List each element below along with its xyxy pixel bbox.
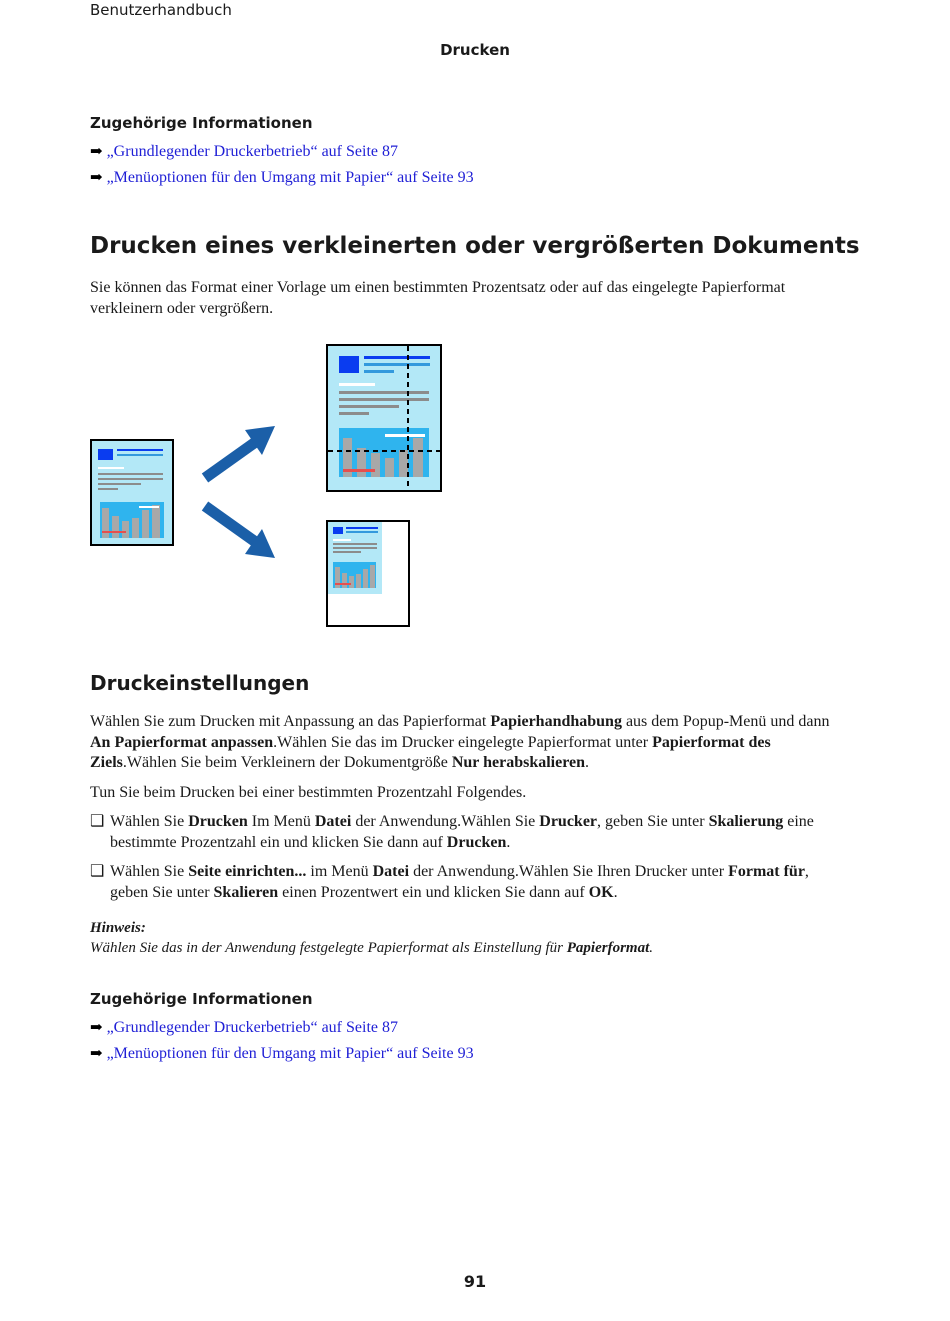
settings-paragraph-2: Tun Sie beim Drucken bei einer bestimmten Prozentzahl Folgendes. — [90, 784, 527, 801]
related-link[interactable] — [90, 1018, 398, 1037]
enlarge-arrow-icon — [205, 426, 275, 478]
related-link[interactable] — [90, 1044, 474, 1063]
enlarged-document-icon — [327, 345, 441, 491]
related-info-heading: Zugehörige Informationen — [90, 114, 313, 132]
list-item: ❑ Wählen Sie Drucken Im Menü Datei der Anwendung.Wählen Sie Drucker, geben Sie unter Skalierung eine bestimmte Prozentzahl ein und klicken Sie dann auf Drucken. — [90, 813, 814, 851]
document-title: Benutzerhandbuch — [90, 1, 232, 19]
settings-paragraph-1: Wählen Sie zum Drucken mit Anpassung an das Papierformat Papierhandhabung aus dem Popup-Menü und dann An Papierformat anpassen.Wählen Sie das im Drucker eingelegte Papierformat unter Papierformat des Ziels.Wählen Sie beim Verkleinern der Dokumentgröße Nur herabskalieren. — [90, 713, 830, 771]
section-title: Drucken eines verkleinerten oder vergrößerten Dokuments — [90, 233, 860, 259]
related-link-text[interactable]: „Grundlegender Druckerbetrieb“ auf Seite 87 — [106, 1019, 398, 1036]
original-document-icon — [91, 440, 173, 545]
reduce-arrow-icon — [205, 506, 275, 558]
related-info-heading: Zugehörige Informationen — [90, 990, 313, 1008]
arrow-right-icon: ➡ — [90, 144, 103, 160]
chapter-title: Drucken — [440, 41, 510, 59]
arrow-right-icon: ➡ — [90, 170, 103, 186]
note: Hinweis: Wählen Sie das in der Anwendung festgelegte Papierformat als Einstellung für Papierformat. — [90, 920, 654, 956]
term-scale-down-only: Nur herabskalieren — [451, 754, 586, 771]
related-link[interactable] — [90, 168, 474, 187]
related-link-text[interactable]: „Menüoptionen für den Umgang mit Papier“ auf Seite 93 — [106, 169, 474, 186]
arrow-right-icon: ➡ — [90, 1020, 103, 1036]
settings-heading: Druckeinstellungen — [90, 671, 310, 695]
term-scale-to-fit: An Papierformat anpassen — [90, 733, 274, 751]
checkbox-bullet-icon: ❑ — [90, 863, 105, 880]
reduced-document-icon — [327, 521, 409, 626]
section-intro: Sie können das Format einer Vorlage um einen bestimmten Prozentsatz oder auf das eingelegte Papierformat verkleinern oder vergrößern. — [90, 279, 786, 317]
related-link-text[interactable]: „Grundlegender Druckerbetrieb“ auf Seite 87 — [106, 143, 398, 160]
note-label: Hinweis: — [90, 920, 146, 936]
list-item: ❑ Wählen Sie Seite einrichten... im Menü Datei der Anwendung.Wählen Sie Ihren Drucker unter Format für, geben Sie unter Skalieren einen Prozentwert ein und klicken Sie dann auf OK. — [90, 863, 809, 901]
related-link[interactable] — [90, 142, 398, 161]
term-destination-paper-size: Papierformat des Ziels — [90, 733, 771, 771]
scaling-illustration — [85, 338, 455, 633]
arrow-right-icon: ➡ — [90, 1046, 103, 1062]
term-paper-handling: Papierhandhabung — [490, 713, 622, 730]
checkbox-bullet-icon: ❑ — [90, 813, 105, 830]
related-link-text[interactable]: „Menüoptionen für den Umgang mit Papier“ auf Seite 93 — [106, 1045, 474, 1062]
page-number: 91 — [463, 1272, 487, 1291]
